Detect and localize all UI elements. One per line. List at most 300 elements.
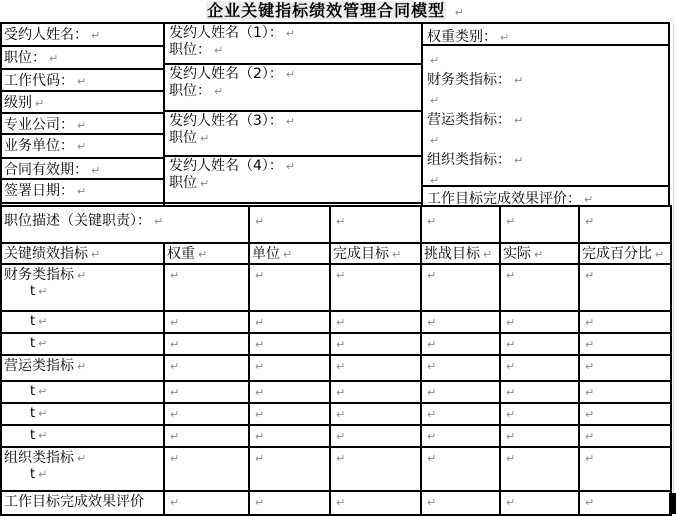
paragraph-mark: ↵: [585, 408, 595, 421]
paragraph-mark: ↵: [91, 29, 101, 42]
empty-line: [424, 450, 498, 467]
paragraph-mark: ↵: [91, 248, 101, 261]
empty-cell[interactable]: [330, 311, 421, 333]
kpi-row: [1, 333, 671, 355]
kpi-row-label-cell[interactable]: [1, 491, 164, 515]
empty-cell[interactable]: [421, 311, 500, 333]
empty-cell[interactable]: [330, 206, 421, 243]
empty-line: [424, 336, 498, 353]
paragraph-mark: ↵: [514, 154, 524, 167]
kpi-row-label-cell[interactable]: [1, 264, 164, 311]
paragraph-mark: ↵: [336, 215, 346, 228]
issuer-4-cell[interactable]: [165, 157, 421, 204]
paragraph-mark: ↵: [454, 6, 464, 19]
empty-cell[interactable]: [249, 311, 330, 333]
empty-line: [503, 358, 577, 375]
empty-cell[interactable]: [500, 491, 579, 515]
empty-cell[interactable]: [421, 425, 500, 447]
empty-line: [167, 384, 247, 401]
job-code-cell[interactable]: [2, 70, 163, 92]
empty-cell[interactable]: [164, 264, 249, 311]
paragraph-mark: ↵: [427, 338, 437, 351]
header-cell-percent[interactable]: [579, 243, 671, 264]
paragraph-mark: ↵: [585, 269, 595, 282]
empty-cell[interactable]: [421, 355, 500, 381]
empty-cell[interactable]: [164, 491, 249, 515]
empty-line: [424, 384, 498, 401]
empty-line: [582, 406, 669, 423]
paragraph-mark: ↵: [214, 44, 224, 57]
header-cell-unit[interactable]: [249, 243, 330, 264]
empty-cell[interactable]: [164, 355, 249, 381]
paragraph-mark: ↵: [427, 408, 437, 421]
paragraph-mark: ↵: [500, 31, 510, 44]
empty-cell[interactable]: [164, 381, 249, 403]
paragraph-mark: ↵: [336, 496, 346, 509]
paragraph-mark: ↵: [584, 193, 594, 205]
issuer-3-cell[interactable]: [165, 112, 421, 157]
empty-line: [582, 314, 669, 331]
empty-cell[interactable]: [500, 311, 579, 333]
kpi-row-operations: [1, 355, 671, 381]
empty-line: [582, 428, 669, 445]
kpi-row-label-cell[interactable]: [1, 311, 164, 333]
evaluation-footer-line: 工作目标完成效果评价: [4, 494, 144, 510]
issuer-3-position-line: 职位 ↵: [169, 130, 210, 146]
empty-line: [582, 494, 669, 511]
paragraph-mark: ↵: [285, 68, 296, 81]
paragraph-mark: ↵: [585, 452, 595, 465]
header-cell-indicator[interactable]: [1, 243, 164, 264]
empty-cell[interactable]: [249, 355, 330, 381]
empty-line: [333, 406, 419, 423]
paragraph-mark: ↵: [170, 430, 180, 443]
empty-cell[interactable]: [330, 333, 421, 355]
empty-line: [503, 213, 577, 230]
issuer-1-position-line: 职位： ↵: [169, 42, 224, 58]
issuer-4-position-line: 职位 ↵: [169, 175, 210, 191]
kpi-row: [1, 403, 671, 425]
header-indicator-line: 关键绩效指标 ↵: [4, 246, 101, 262]
kpi-table: [0, 205, 672, 516]
paragraph-mark: ↵: [170, 496, 180, 509]
paragraph-mark: ↵: [336, 430, 346, 443]
bullet-line: [4, 314, 162, 330]
paragraph-mark: ↵: [427, 316, 437, 329]
bullet-mark: t: [30, 336, 36, 351]
empty-line: [427, 50, 668, 70]
contract-info-table: [0, 22, 670, 205]
paragraph-mark: ↵: [77, 75, 87, 88]
paragraph-mark: ↵: [38, 315, 48, 328]
paragraph-mark: ↵: [283, 248, 293, 261]
empty-cell[interactable]: [164, 403, 249, 425]
job-code-label: 工作代码：: [4, 73, 74, 89]
issuer-2-name-line: 发约人姓名（2）： ↵: [169, 66, 296, 82]
empty-line: [252, 450, 328, 467]
empty-line: [503, 450, 577, 467]
empty-cell[interactable]: [421, 333, 500, 355]
paragraph-mark: ↵: [534, 248, 544, 261]
paragraph-mark: ↵: [336, 269, 346, 282]
empty-cell[interactable]: [421, 491, 500, 515]
professional-company-label: 专业公司：: [4, 117, 74, 133]
receiver-name-cell[interactable]: [2, 24, 163, 47]
empty-line: [333, 428, 419, 445]
document-title-text[interactable]: 企业关键指标绩效管理合同模型: [207, 1, 446, 20]
empty-cell[interactable]: [249, 447, 330, 491]
job-description-cell[interactable]: [1, 206, 249, 243]
paragraph-mark: ↵: [38, 285, 48, 298]
kpi-row-finance: [1, 264, 671, 311]
paragraph-mark: ↵: [430, 54, 440, 67]
paragraph-mark: ↵: [336, 338, 346, 351]
finance-indicators-line: 财务类指标： ↵: [427, 72, 524, 88]
empty-line: [167, 336, 247, 353]
corner-mark: [669, 493, 676, 514]
empty-cell[interactable]: [579, 403, 671, 425]
empty-cell[interactable]: [500, 333, 579, 355]
empty-line: [333, 213, 419, 230]
empty-line: [167, 314, 247, 331]
empty-cell[interactable]: [330, 447, 421, 491]
paragraph-mark: ↵: [285, 27, 296, 40]
empty-cell[interactable]: [579, 425, 671, 447]
header-cell-target[interactable]: [330, 243, 421, 264]
kpi-row-label-cell[interactable]: [1, 403, 164, 425]
paragraph-mark: ↵: [514, 114, 524, 127]
empty-line: [503, 428, 577, 445]
empty-line: [252, 213, 328, 230]
organization-section-line: 组织类指标 ↵: [4, 450, 87, 466]
paragraph-mark: ↵: [77, 140, 87, 153]
issuer-3-name-line: 发约人姓名（3）： ↵: [169, 113, 296, 129]
empty-cell[interactable]: [500, 264, 579, 311]
empty-cell[interactable]: [421, 447, 500, 491]
organization-indicators-line: 组织类指标： ↵: [427, 152, 524, 168]
empty-line: [333, 494, 419, 511]
empty-cell[interactable]: [579, 264, 671, 311]
empty-cell[interactable]: [330, 381, 421, 403]
paragraph-mark: ↵: [77, 452, 87, 465]
empty-cell[interactable]: [164, 333, 249, 355]
paragraph-mark: ↵: [506, 408, 516, 421]
empty-line: [427, 130, 668, 150]
kpi-row-label-cell[interactable]: [1, 447, 164, 491]
bullet-line: [4, 284, 162, 300]
header-cell-challenge[interactable]: [421, 243, 500, 264]
paragraph-mark: ↵: [170, 452, 180, 465]
empty-cell[interactable]: [579, 355, 671, 381]
paragraph-mark: ↵: [255, 430, 265, 443]
paragraph-mark: ↵: [255, 215, 265, 228]
empty-cell[interactable]: [330, 491, 421, 515]
bullet-line: [4, 336, 162, 352]
receiver-position-label: 职位：: [4, 50, 46, 66]
header-actual-line: 实际 ↵: [503, 246, 544, 262]
paragraph-mark: ↵: [170, 316, 180, 329]
paragraph-mark: ↵: [506, 430, 516, 443]
paragraph-mark: ↵: [255, 269, 265, 282]
empty-line: [252, 314, 328, 331]
empty-cell[interactable]: [330, 355, 421, 381]
paragraph-mark: ↵: [585, 430, 595, 443]
issuer-1-cell[interactable]: [165, 24, 421, 65]
empty-cell[interactable]: [421, 206, 500, 243]
paragraph-mark: ↵: [198, 248, 208, 261]
paragraph-mark: ↵: [430, 94, 440, 107]
paragraph-mark: ↵: [170, 386, 180, 399]
paragraph-mark: ↵: [91, 164, 101, 177]
empty-cell[interactable]: [579, 381, 671, 403]
paragraph-mark: ↵: [38, 468, 48, 481]
paragraph-mark: ↵: [336, 386, 346, 399]
empty-line: [252, 428, 328, 445]
empty-cell[interactable]: [500, 355, 579, 381]
empty-cell[interactable]: [579, 491, 671, 515]
empty-line: [424, 213, 498, 230]
paragraph-mark: ↵: [255, 360, 265, 373]
empty-line: [252, 336, 328, 353]
paragraph-mark: ↵: [38, 385, 48, 398]
paragraph-mark: ↵: [336, 316, 346, 329]
paragraph-mark: ↵: [200, 177, 210, 190]
kpi-row-organization: [1, 447, 671, 491]
paragraph-mark: ↵: [170, 338, 180, 351]
empty-cell[interactable]: [164, 447, 249, 491]
paragraph-mark: ↵: [336, 452, 346, 465]
empty-line: [167, 450, 247, 467]
paragraph-mark: ↵: [585, 386, 595, 399]
header-cell-actual[interactable]: [500, 243, 579, 264]
weight-category-cell[interactable]: [423, 24, 668, 46]
receiver-name-label: 受约人姓名：: [4, 27, 88, 43]
issuer-column: [163, 24, 421, 205]
kpi-row-label-cell[interactable]: [1, 381, 164, 403]
empty-cell[interactable]: [579, 311, 671, 333]
weight-column: [421, 24, 668, 205]
empty-cell[interactable]: [330, 425, 421, 447]
empty-cell[interactable]: [330, 403, 421, 425]
paragraph-mark: ↵: [427, 452, 437, 465]
paragraph-mark: ↵: [427, 215, 437, 228]
paragraph-mark: ↵: [255, 496, 265, 509]
paragraph-mark: ↵: [255, 408, 265, 421]
paragraph-mark: ↵: [285, 115, 296, 128]
empty-cell[interactable]: [249, 333, 330, 355]
empty-line: [252, 358, 328, 375]
paragraph-mark: ↵: [336, 408, 346, 421]
empty-cell[interactable]: [249, 206, 330, 243]
business-unit-cell[interactable]: [2, 135, 163, 159]
contract-validity-cell[interactable]: [2, 159, 163, 180]
grade-label: 级别: [4, 95, 32, 111]
empty-cell[interactable]: [500, 447, 579, 491]
empty-cell[interactable]: [249, 425, 330, 447]
bullet-line: [4, 428, 162, 444]
professional-company-cell[interactable]: [2, 114, 163, 135]
operations-indicators-line: 营运类指标： ↵: [427, 112, 524, 128]
paragraph-mark: ↵: [336, 360, 346, 373]
empty-line: [167, 494, 247, 511]
empty-line: [582, 336, 669, 353]
issuer-2-cell[interactable]: [165, 65, 421, 112]
empty-line: [424, 494, 498, 511]
page-margin-line: [673, 22, 674, 511]
bullet-mark: t: [30, 284, 36, 299]
empty-line: [167, 406, 247, 423]
weight-category-label: 权重类别：: [427, 29, 497, 45]
paragraph-mark: ↵: [506, 496, 516, 509]
paragraph-mark: ↵: [506, 386, 516, 399]
empty-line: [167, 358, 247, 375]
issuer-1-name-line: 发约人姓名（1）： ↵: [169, 25, 296, 41]
empty-cell[interactable]: [500, 206, 579, 243]
header-percent-line: 完成百分比 ↵: [582, 246, 665, 262]
paragraph-mark: ↵: [170, 269, 180, 282]
empty-line: [252, 494, 328, 511]
bullet-mark: t: [30, 428, 36, 443]
paragraph-mark: ↵: [655, 248, 665, 261]
paragraph-mark: ↵: [585, 360, 595, 373]
empty-cell[interactable]: [500, 403, 579, 425]
paragraph-mark: ↵: [427, 430, 437, 443]
signing-date-cell[interactable]: [2, 180, 163, 204]
empty-cell[interactable]: [579, 206, 671, 243]
empty-cell[interactable]: [249, 403, 330, 425]
job-description-row: [1, 206, 671, 243]
empty-line: [333, 450, 419, 467]
empty-line: [333, 267, 419, 284]
empty-cell[interactable]: [500, 425, 579, 447]
paragraph-mark: ↵: [483, 248, 493, 261]
paragraph-mark: ↵: [77, 360, 87, 373]
paragraph-mark: ↵: [506, 269, 516, 282]
empty-line: [582, 213, 669, 230]
paragraph-mark: ↵: [49, 52, 59, 65]
evaluation-cell[interactable]: [423, 187, 668, 205]
empty-cell[interactable]: [579, 447, 671, 491]
empty-line: [424, 406, 498, 423]
empty-cell[interactable]: [500, 381, 579, 403]
empty-line: [252, 267, 328, 284]
paragraph-mark: ↵: [506, 316, 516, 329]
issuer-2-position-line: 职位： ↵: [169, 83, 224, 99]
bullet-mark: t: [30, 384, 36, 399]
empty-line: [427, 90, 668, 110]
paragraph-mark: ↵: [38, 337, 48, 350]
paragraph-mark: ↵: [285, 160, 296, 173]
kpi-row: [1, 311, 671, 333]
bullet-line: [4, 406, 162, 422]
paragraph-mark: ↵: [427, 496, 437, 509]
empty-line: [582, 450, 669, 467]
empty-line: [424, 314, 498, 331]
empty-cell[interactable]: [249, 491, 330, 515]
contract-validity-label: 合同有效期：: [4, 162, 88, 178]
kpi-row: [1, 425, 671, 447]
kpi-row: [1, 381, 671, 403]
paragraph-mark: ↵: [506, 338, 516, 351]
finance-section-line: 财务类指标 ↵: [4, 267, 87, 283]
empty-line: [333, 336, 419, 353]
receiver-column: [2, 24, 163, 205]
paragraph-mark: ↵: [38, 429, 48, 442]
paragraph-mark: ↵: [585, 215, 595, 228]
evaluation-label: 工作目标完成效果评价：: [427, 191, 581, 205]
empty-line: [503, 494, 577, 511]
kpi-row-label-cell[interactable]: [1, 355, 164, 381]
kpi-row-label-cell[interactable]: [1, 333, 164, 355]
empty-cell[interactable]: [330, 264, 421, 311]
empty-line: [424, 267, 498, 284]
header-challenge-line: 挑战目标 ↵: [424, 246, 493, 262]
bullet-mark: t: [30, 314, 36, 329]
empty-line: [503, 314, 577, 331]
document-title: [0, 1, 670, 22]
weight-notes-cell[interactable]: [423, 46, 668, 187]
paragraph-mark: ↵: [255, 316, 265, 329]
empty-line: [252, 384, 328, 401]
empty-line: [582, 358, 669, 375]
paragraph-mark: ↵: [427, 360, 437, 373]
paragraph-mark: ↵: [392, 248, 402, 261]
paragraph-mark: ↵: [255, 452, 265, 465]
operations-section-line: 营运类指标 ↵: [4, 358, 87, 374]
paragraph-mark: ↵: [585, 316, 595, 329]
empty-cell[interactable]: [249, 264, 330, 311]
kpi-header-row: [1, 243, 671, 264]
empty-line: [333, 384, 419, 401]
paragraph-mark: ↵: [170, 360, 180, 373]
empty-cell[interactable]: [164, 425, 249, 447]
paragraph-mark: ↵: [154, 215, 164, 228]
paragraph-mark: ↵: [427, 269, 437, 282]
empty-line: [424, 428, 498, 445]
empty-line: [503, 267, 577, 284]
empty-cell[interactable]: [421, 381, 500, 403]
kpi-row-label-cell[interactable]: [1, 425, 164, 447]
paragraph-mark: ↵: [170, 408, 180, 421]
empty-cell[interactable]: [579, 333, 671, 355]
empty-line: [503, 336, 577, 353]
header-cell-weight[interactable]: [164, 243, 249, 264]
paragraph-mark: ↵: [214, 85, 224, 98]
empty-line: [167, 428, 247, 445]
empty-line: [333, 358, 419, 375]
paragraph-mark: ↵: [255, 338, 265, 351]
empty-cell[interactable]: [421, 403, 500, 425]
empty-line: [582, 267, 669, 284]
paragraph-mark: ↵: [427, 386, 437, 399]
empty-cell[interactable]: [421, 264, 500, 311]
paragraph-mark: ↵: [585, 338, 595, 351]
paragraph-mark: ↵: [430, 134, 440, 147]
paragraph-mark: ↵: [77, 119, 87, 132]
receiver-position-cell[interactable]: [2, 47, 163, 70]
paragraph-mark: ↵: [506, 360, 516, 373]
header-weight-line: 权重 ↵: [167, 246, 208, 262]
bullet-mark: t: [30, 406, 36, 421]
bullet-line: [4, 467, 162, 483]
empty-cell[interactable]: [249, 381, 330, 403]
paragraph-mark: ↵: [514, 74, 524, 87]
paragraph-mark: ↵: [35, 97, 45, 110]
empty-cell[interactable]: [164, 311, 249, 333]
grade-cell[interactable]: [2, 92, 163, 114]
paragraph-mark: ↵: [77, 269, 87, 282]
paragraph-mark: ↵: [255, 386, 265, 399]
